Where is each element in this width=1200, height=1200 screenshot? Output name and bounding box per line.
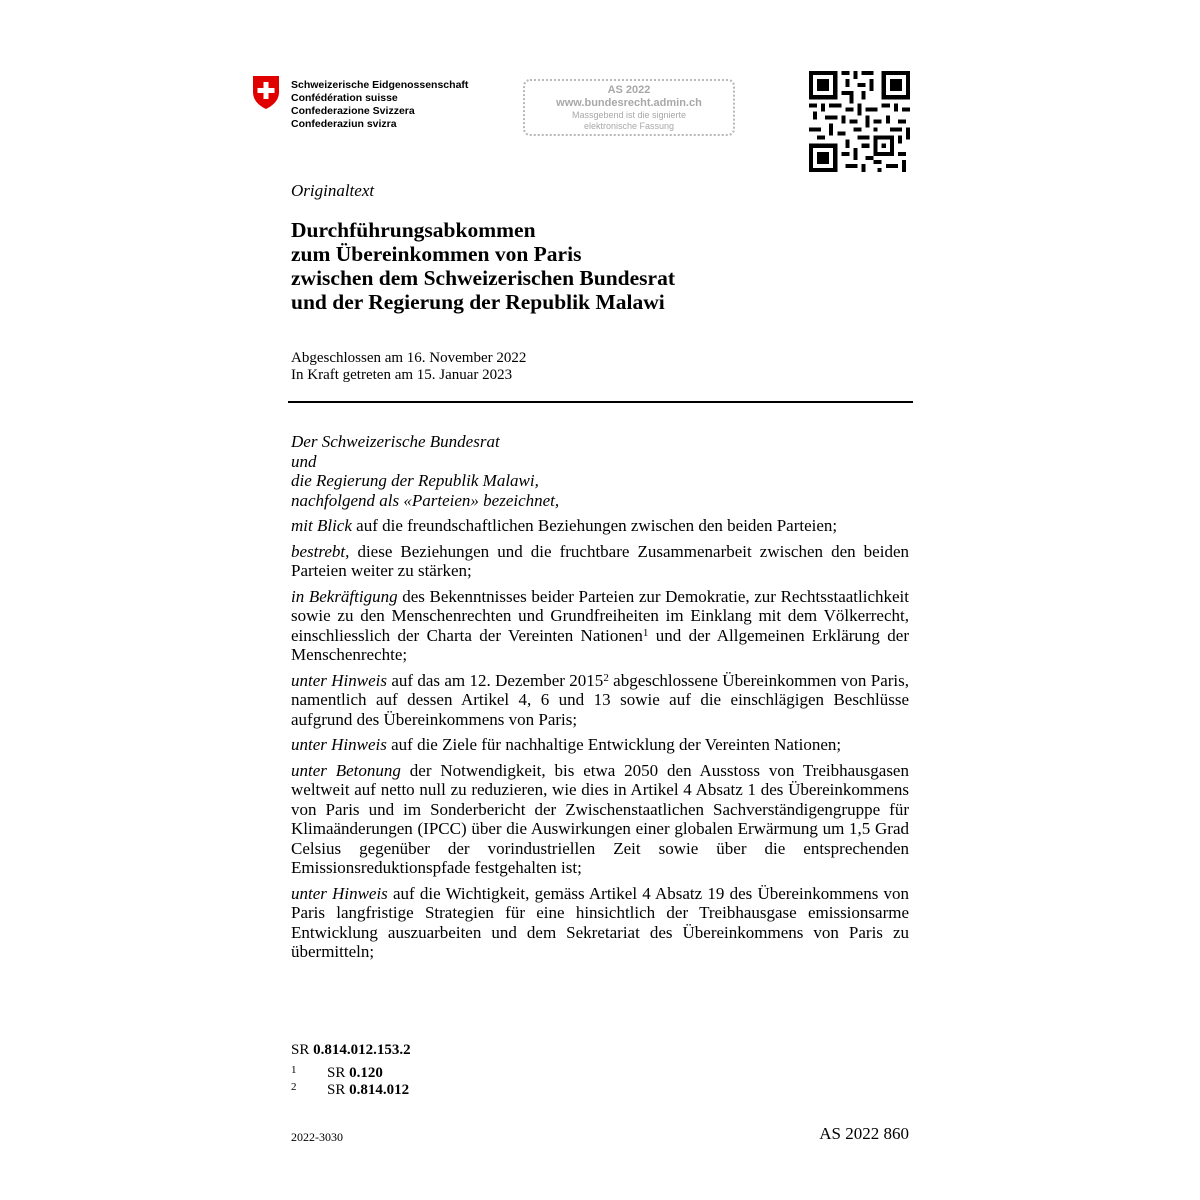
document-title	[291, 218, 675, 314]
preamble-paragraph	[291, 761, 909, 878]
confederation-names	[291, 79, 468, 131]
preamble-paragraph	[291, 516, 909, 536]
party-line: und	[291, 451, 317, 471]
sr-prefix: SR	[291, 1042, 314, 1058]
sr-number-value: 0.814.012.153.2	[313, 1042, 411, 1058]
paragraph-text: abgeschlossene Übereinkommen von Paris, namentlich auf dessen Artikel 4, 6 und 13 sowie auf die einschlägigen Beschlüsse aufgrund des Übereinkommens von Paris;	[291, 670, 910, 729]
as-reference: AS 2022 860	[819, 1124, 909, 1143]
title-line: zum Übereinkommen von Paris	[291, 242, 582, 266]
paragraph-lead: bestrebt,	[291, 541, 350, 561]
footnote-number: 2	[291, 1081, 297, 1093]
paragraph-text: des Bekenntnisses beider Parteien zur Demokratie, zur Rechtsstaatlichkeit sowie zu den Menschenrechten und Grundfreiheiten im Einklang mit dem Völkerrecht, einschliesslich der Charta der Vereinten Nationen	[291, 586, 909, 645]
stamp-as-year: AS 2022	[607, 84, 651, 96]
original-text-label: Originaltext	[291, 181, 375, 200]
footnote-ref-link[interactable]: 0.120	[349, 1065, 383, 1081]
footnote-ref-link[interactable]: 0.814.012	[349, 1082, 410, 1098]
stamp-note-1: Massgebend ist die signierte	[571, 110, 687, 120]
party-line: nachfolgend als «Parteien» bezeichnet,	[291, 490, 560, 510]
org-name-it: Confederazione Svizzera	[291, 105, 415, 117]
paragraph-lead: unter Hinweis	[291, 735, 387, 754]
paragraph-lead: unter Betonung	[291, 760, 401, 780]
org-name-fr: Confédération suisse	[291, 92, 398, 104]
in-force-date: In Kraft getreten am 15. Januar 2023	[291, 366, 513, 383]
paragraph-text: auf die Ziele für nachhaltige Entwicklung der Vereinten Nationen;	[386, 735, 842, 754]
footnote-number: 1	[291, 1064, 297, 1076]
preamble-paragraph	[291, 671, 909, 730]
parties-block	[291, 432, 909, 510]
document-number: 2022-3030	[291, 1130, 343, 1144]
title-line: zwischen dem Schweizerischen Bundesrat	[291, 266, 675, 290]
party-line: Der Schweizerische Bundesrat	[291, 432, 500, 451]
preamble-paragraph	[291, 884, 909, 962]
qr-code-icon	[809, 71, 910, 172]
swiss-coat-of-arms-logo	[251, 75, 281, 110]
paragraph-text: auf die freundschaftlichen Beziehungen zwischen den beiden Parteien;	[351, 516, 838, 535]
paragraph-lead: mit Blick	[291, 516, 352, 535]
title-line: Durchführungsabkommen	[291, 218, 536, 242]
org-name-rm: Confederaziun svizra	[291, 118, 397, 130]
footnote-ref[interactable]: 1	[642, 626, 649, 639]
preamble-paragraph	[291, 542, 909, 581]
preamble-paragraph	[291, 735, 909, 755]
paragraph-text: der Notwendigkeit, bis etwa 2050 den Ausstoss von Treibhausgasen weltweit auf netto null zu reduzieren, wie dies in Artikel 4 Absatz 1 des Übereinkommens von Paris und im Sonderbericht der Zwischenstaatlichen Sachverständigengruppe für Klimaänderungen (IPCC) über die Auswirkungen einer globalen Erwärmung um 1,5 Grad Celsius gegenüber der vorindustriellen Zeit sowie über die entsprechenden Emissionsreduktionspfade festgehalten ist;	[291, 760, 909, 877]
paragraph-text: auf das am 12. Dezember 2015	[386, 670, 604, 690]
paragraph-lead: unter Hinweis	[291, 883, 388, 903]
footnote	[291, 1079, 409, 1098]
concluded-date: Abgeschlossen am 16. November 2022	[291, 350, 527, 366]
title-line: und der Regierung der Republik Malawi	[291, 290, 665, 314]
title-divider	[288, 401, 913, 403]
paragraph-text: auf die Wichtigkeit, gemäss Artikel 4 Absatz 19 des Übereinkommens von Paris langfristige Strategien für eine hinsichtlich der Treibhausgase emissionsarme Entwicklung auszuarbeiten und dem Sekretariat des Übereinkommens von Paris zu übermitteln;	[291, 883, 909, 961]
party-line: die Regierung der Republik Malawi,	[291, 471, 539, 490]
sr-number	[291, 1042, 411, 1059]
signature-stamp	[523, 79, 735, 136]
footnote-prefix: SR	[327, 1065, 350, 1081]
preamble	[291, 432, 909, 968]
preamble-paragraph	[291, 587, 909, 665]
dates-block	[291, 350, 526, 383]
org-name-de: Schweizerische Eidgenossenschaft	[291, 79, 469, 91]
footnote-ref[interactable]: 2	[603, 671, 609, 684]
paragraph-text: diese Beziehungen und die fruchtbare Zusammenarbeit zwischen den beiden Parteien weiter zu stärken;	[291, 541, 909, 580]
stamp-note-2: elektronische Fassung	[583, 121, 675, 131]
paragraph-lead: in Bekräftigung	[291, 586, 398, 606]
footnote-prefix: SR	[327, 1082, 350, 1098]
paragraph-text: und der Allgemeinen Erklärung der Menschenrechte;	[291, 625, 909, 664]
stamp-url: www.bundesrecht.admin.ch	[556, 97, 702, 109]
paragraph-lead: unter Hinweis	[291, 670, 387, 690]
